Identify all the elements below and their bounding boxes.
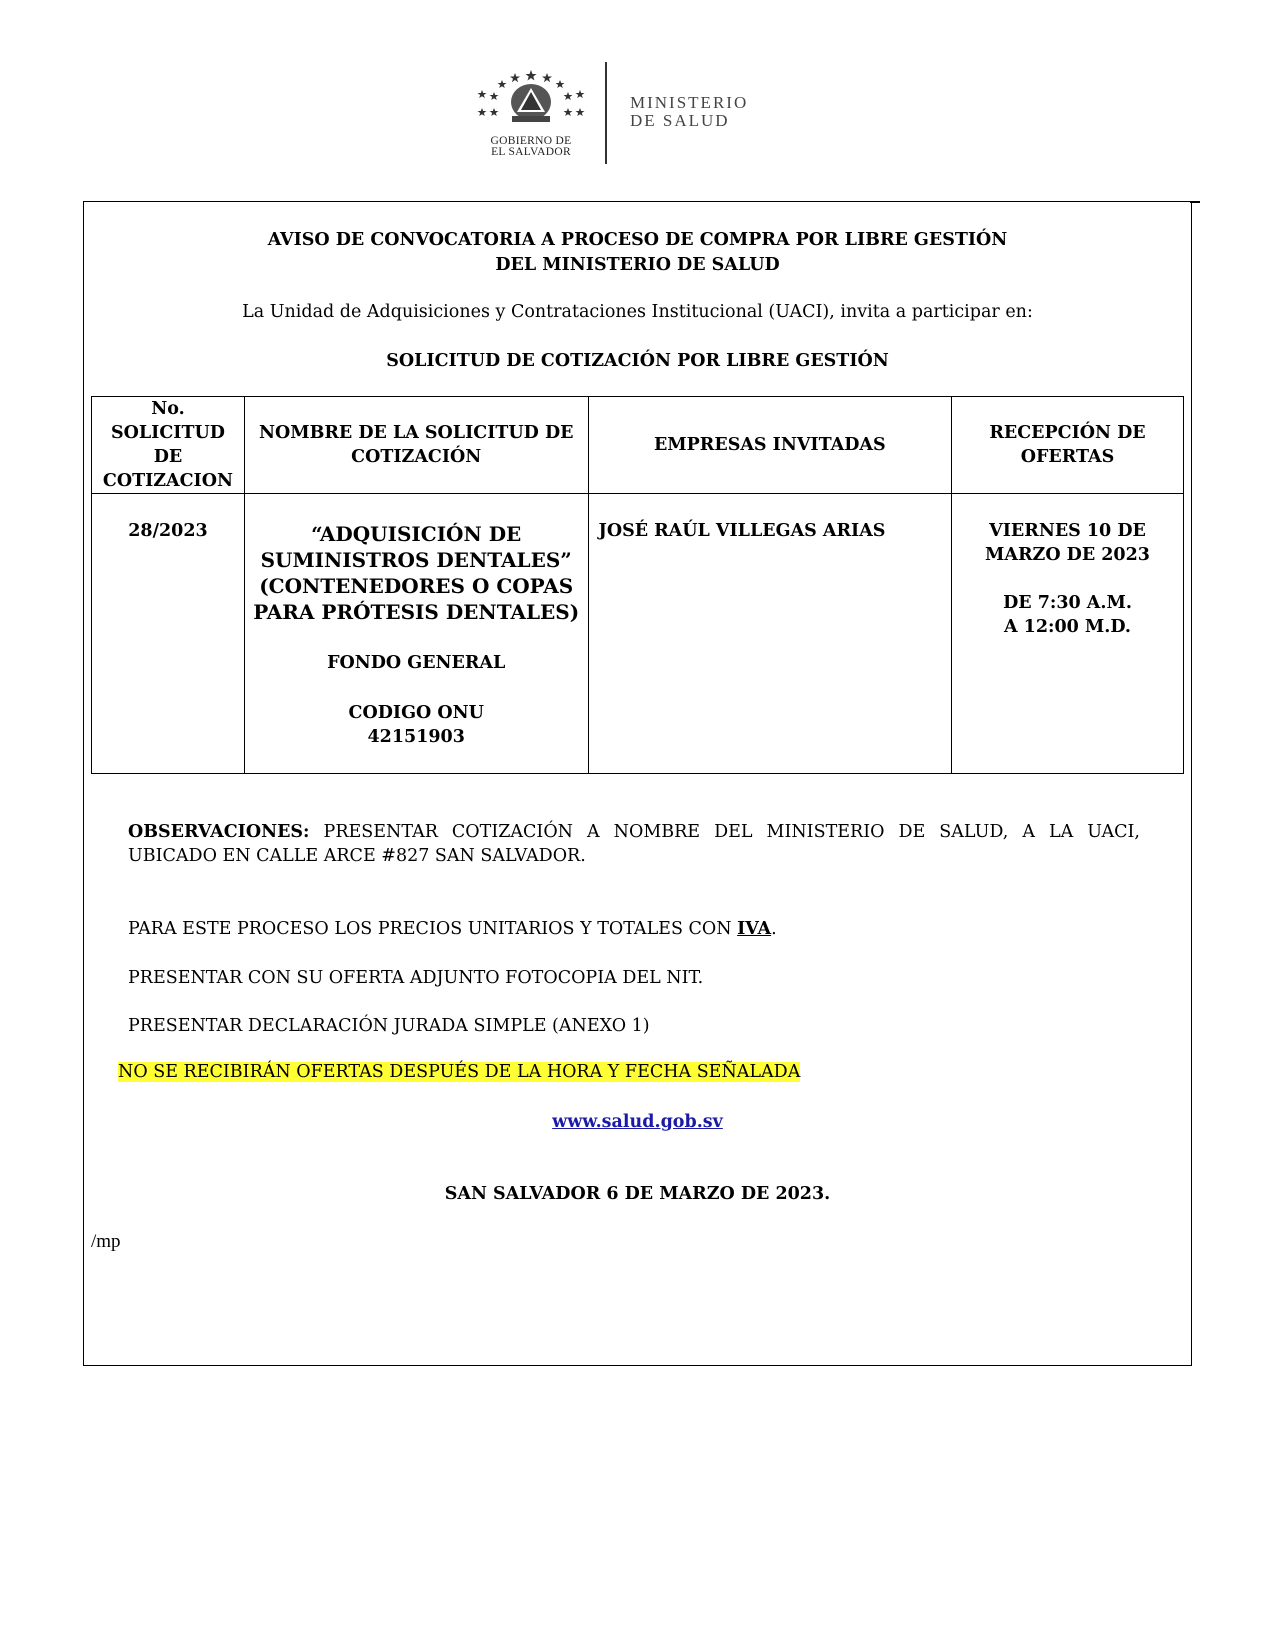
logo-divider bbox=[605, 62, 607, 164]
quotation-table bbox=[91, 396, 1184, 774]
nit-note: PRESENTAR CON SU OFERTA ADJUNTO FOTOCOPIA DEL NIT. bbox=[128, 968, 704, 988]
table-header-row bbox=[92, 397, 1184, 494]
notice-intro: La Unidad de Adquisiciones y Contrataciones Institucional (UACI), invita a participar en: bbox=[242, 302, 1033, 322]
un-code-label: CODIGO ONU bbox=[348, 703, 484, 723]
offer-reception-schedule: VIERNES 10 DE MARZO DE 2023 DE 7:30 A.M. A 12:00 M.D. bbox=[952, 494, 1184, 774]
notice-title: AVISO DE CONVOCATORIA A PROCESO DE COMPRA POR LIBRE GESTIÓN DEL MINISTERIO DE SALUD bbox=[267, 230, 1008, 275]
iva-label: IVA bbox=[737, 919, 772, 939]
website-link-container bbox=[83, 1110, 1192, 1134]
notice-subtitle: SOLICITUD DE COTIZACIÓN POR LIBRE GESTIÓN bbox=[386, 351, 889, 371]
frame-line-extension bbox=[1190, 201, 1200, 203]
request-number: 28/2023 bbox=[92, 494, 245, 774]
seal-caption: GOBIERNO DE EL SALVADOR bbox=[490, 135, 572, 158]
table-row bbox=[92, 494, 1184, 774]
header-request-number: No. SOLICITUD DE COTIZACION bbox=[92, 397, 245, 494]
header-request-name: NOMBRE DE LA SOLICITUD DE COTIZACIÓN bbox=[244, 397, 588, 494]
header-logo bbox=[472, 60, 802, 168]
header-invited-companies: EMPRESAS INVITADAS bbox=[588, 397, 951, 494]
header-offer-reception: RECEPCIÓN DE OFERTAS bbox=[952, 397, 1184, 494]
prices-note: PARA ESTE PROCESO LOS PRECIOS UNITARIOS Y TOTALES CON IVA. bbox=[128, 919, 777, 939]
observations-paragraph: OBSERVACIONES: PRESENTAR COTIZACIÓN A NOMBRE DEL MINISTERIO DE SALUD, A LA UACI, UBICADO EN CALLE ARCE #827 SAN SALVADOR. bbox=[128, 822, 1140, 866]
issue-date: SAN SALVADOR 6 DE MARZO DE 2023. bbox=[444, 1184, 831, 1204]
declaration-note: PRESENTAR DECLARACIÓN JURADA SIMPLE (ANEXO 1) bbox=[128, 1016, 650, 1036]
invited-company: JOSÉ RAÚL VILLEGAS ARIAS bbox=[588, 494, 951, 774]
website-link[interactable]: www.salud.gob.sv bbox=[552, 1112, 723, 1132]
request-name: “ADQUISICIÓN DE SUMINISTROS DENTALES” (CONTENEDORES O COPAS PARA PRÓTESIS DENTALES) FONDO GENERAL CODIGO ONU 42151903 bbox=[244, 494, 588, 774]
fund-label: FONDO GENERAL bbox=[327, 653, 506, 673]
un-code-value: 42151903 bbox=[367, 727, 465, 747]
coat-of-arms-icon bbox=[472, 68, 590, 132]
author-initials: /mp bbox=[91, 1231, 121, 1252]
ministry-name: MINISTERIO DE SALUD bbox=[630, 93, 749, 130]
deadline-warning: NO SE RECIBIRÁN OFERTAS DESPUÉS DE LA HORA Y FECHA SEÑALADA bbox=[118, 1062, 801, 1082]
observations-label: OBSERVACIONES: bbox=[128, 822, 310, 842]
